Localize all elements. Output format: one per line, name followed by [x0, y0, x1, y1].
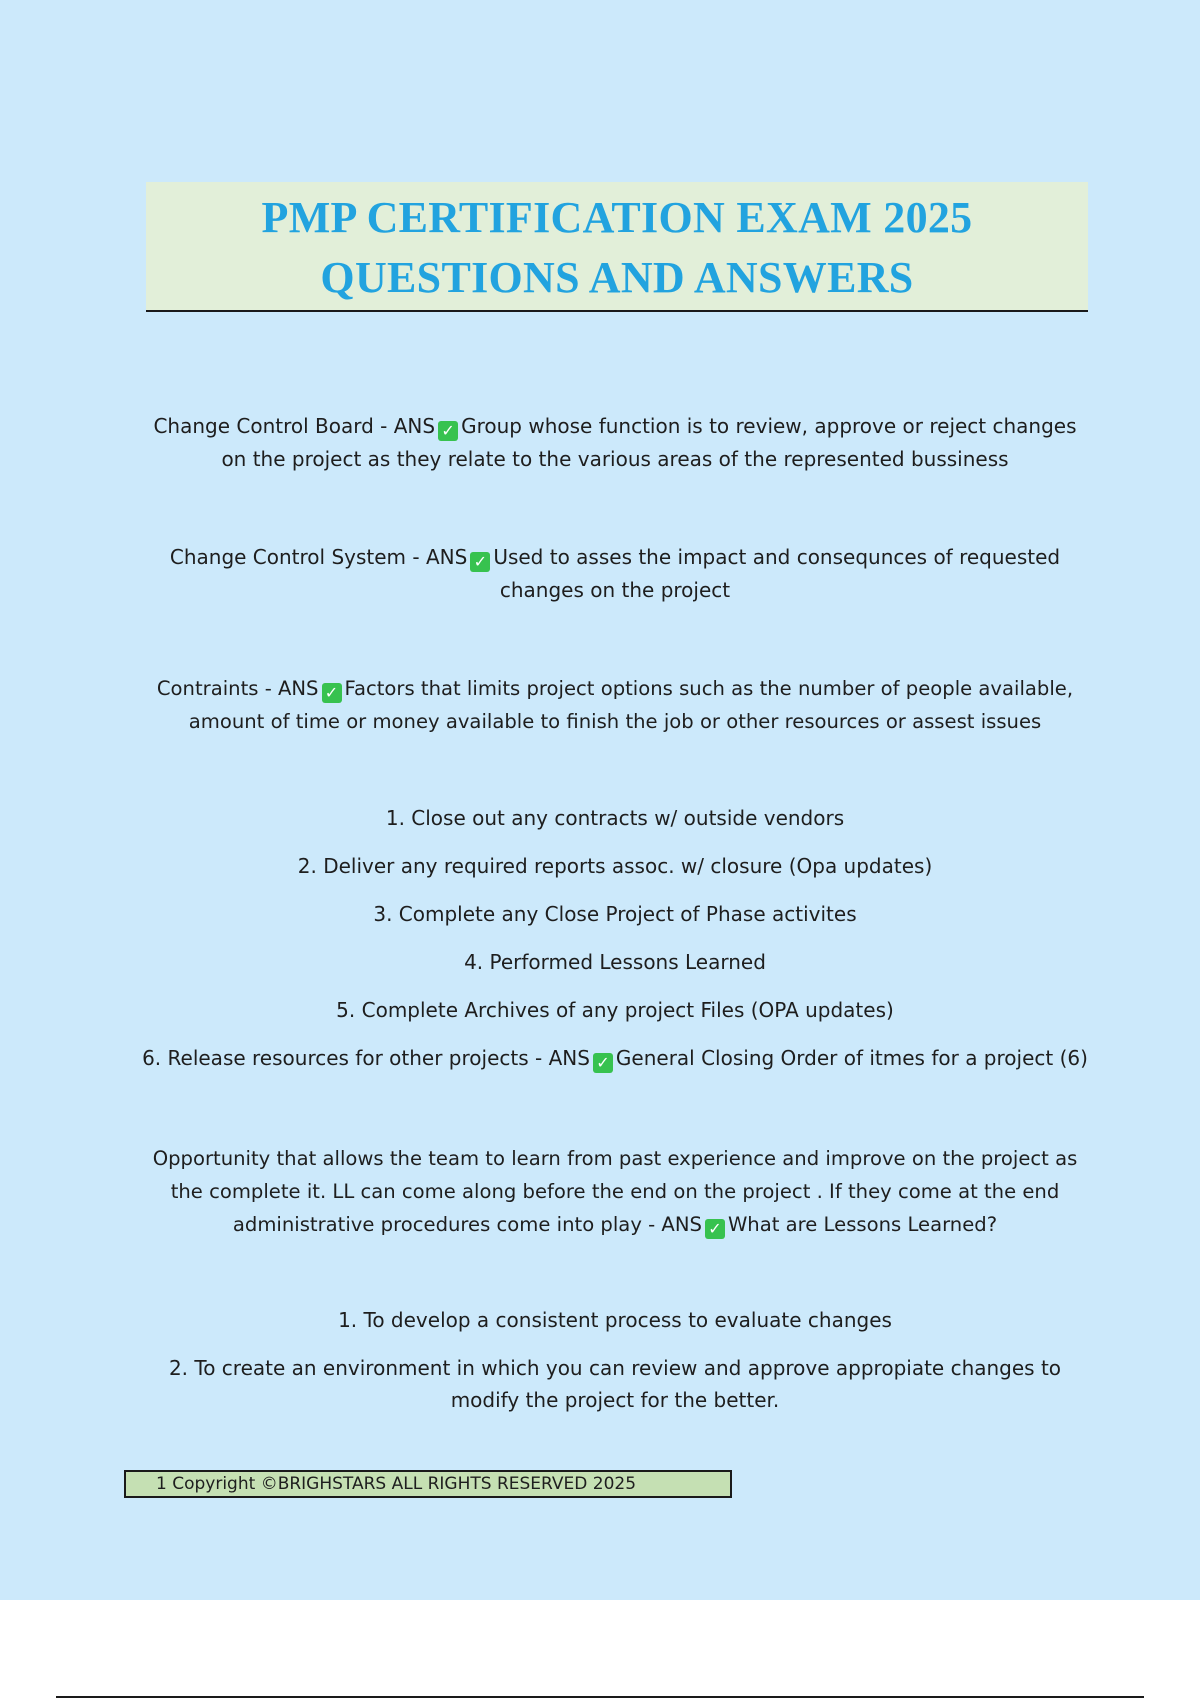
checkmark-icon: ✓ [705, 1219, 725, 1239]
checkmark-icon: ✓ [322, 683, 342, 703]
list-item: 2. Deliver any required reports assoc. w/ closure (Opa updates) [297, 854, 933, 878]
list-item: 4. Performed Lessons Learned [464, 950, 766, 974]
answer-text: What are Lessons Learned? [727, 1213, 998, 1236]
checkmark-icon: ✓ [470, 552, 490, 572]
question-text: Opportunity that allows the team to learn from past experience and improve on the project as the complete it. LL can come along before the end on the project . If they come at the end administrative procedures come into play - ANS [152, 1147, 1078, 1236]
page-title-line-2: QUESTIONS AND ANSWERS [320, 253, 914, 302]
question-text: Change Control Board - ANS [153, 414, 436, 438]
list-item: 3. Complete any Close Project of Phase activites [373, 902, 857, 926]
list-item: 5. Complete Archives of any project Files (OPA updates) [336, 998, 894, 1022]
qa-change-control-system [140, 541, 1090, 607]
closing-order-list [140, 794, 1090, 1082]
list-item-with-answer [140, 1034, 1090, 1082]
answer-text: General Closing Order of itmes for a project (6) [615, 1046, 1088, 1070]
qa-lessons-learned [138, 1142, 1092, 1241]
qa-constraints [138, 672, 1092, 738]
list-item: 1. Close out any contracts w/ outside vendors [385, 806, 845, 830]
list-item: 2. To create an environment in which you can review and approve appropiate changes to modify the project for the better. [168, 1356, 1062, 1412]
answer-text: Used to asses the impact and consequnces of requested changes on the project [493, 545, 1061, 602]
copyright-footer: 1 Copyright ©BRIGHSTARS ALL RIGHTS RESERVED 2025 [124, 1470, 732, 1498]
page-title-line-1: PMP CERTIFICATION EXAM 2025 [261, 193, 973, 242]
checkmark-icon: ✓ [593, 1053, 613, 1073]
question-text: Change Control System - ANS [169, 545, 468, 569]
answer-text: Factors that limits project options such as the number of people available, amount of time or money available to finish the job or other resources or assest issues [188, 677, 1074, 733]
question-text: 6. Release resources for other projects - ANS [142, 1046, 590, 1070]
answer-text: Group whose function is to review, approve or reject changes on the project as they relate to the various areas of the represented bussiness [221, 414, 1077, 471]
checkmark-icon: ✓ [438, 421, 458, 441]
bottom-divider [56, 1696, 1144, 1698]
question-text: Contraints - ANS [156, 677, 319, 700]
qa-change-control-board [140, 410, 1090, 476]
list-item: 1. To develop a consistent process to evaluate changes [338, 1308, 892, 1332]
purpose-list [140, 1296, 1090, 1416]
title-banner [146, 182, 1088, 312]
